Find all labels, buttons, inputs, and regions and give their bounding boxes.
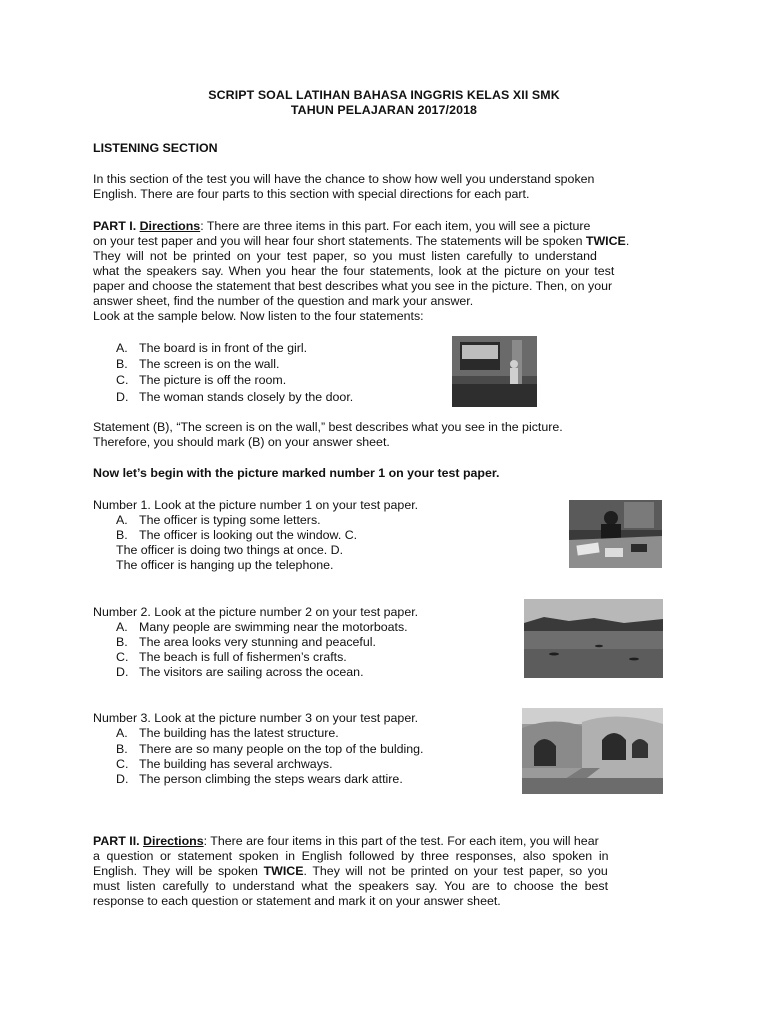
q2-option-d <box>116 665 364 680</box>
part2-line-5: response to each question or statement and mark it on your answer sheet. <box>93 894 501 908</box>
option-letter: D. <box>116 665 129 679</box>
part1-line-6: answer sheet, find the number of the question and mark your answer. <box>93 294 474 308</box>
q2-option-b <box>116 635 376 650</box>
option-text: The picture is off the room. <box>139 373 287 387</box>
sample-option-c <box>116 373 286 388</box>
part1-line-5: paper and choose the statement that best describes what you see in the picture. Then, on your <box>93 279 613 293</box>
document-title: SCRIPT SOAL LATIHAN BAHASA INGGRIS KELAS XII SMK <box>208 88 560 102</box>
document-year: TAHUN PELAJARAN 2017/2018 <box>290 103 478 117</box>
option-letter: B. <box>116 742 128 756</box>
part2-twice: TWICE <box>263 864 304 878</box>
option-letter: A. <box>116 513 128 527</box>
q2-picture <box>524 599 663 678</box>
option-letter: B. <box>116 528 128 542</box>
part1-text-2: on your test paper and you will hear four short statements. The statements will be spoken <box>93 234 586 248</box>
q1-option-d: The officer is hanging up the telephone. <box>116 558 334 572</box>
part2-text-3b: . They will not be printed on your test paper, so you <box>303 864 608 878</box>
q3-option-d <box>116 772 403 787</box>
option-letter: C. <box>116 650 129 664</box>
part2-text-3a: English. They will be spoken <box>93 864 264 878</box>
option-letter: B. <box>116 635 128 649</box>
q3-option-b <box>116 742 424 757</box>
q1-option-a <box>116 513 321 528</box>
intro-line-1: In this section of the test you will have the chance to show how well you understand spoken <box>93 172 595 186</box>
option-text: The officer is looking out the window. C. <box>139 528 358 542</box>
option-text: The board is in front of the girl. <box>139 341 308 355</box>
q1-option-b <box>116 528 357 543</box>
statement-line-2: Therefore, you should mark (B) on your answer sheet. <box>93 435 390 449</box>
option-text: The beach is full of fishermen’s crafts. <box>139 650 347 664</box>
q3-option-a <box>116 726 339 741</box>
part2-line-4: must listen carefully to understand what the speakers say. You are to choose the best <box>93 879 609 893</box>
option-letter: A. <box>116 620 128 634</box>
sample-option-d <box>116 390 353 405</box>
part1-text-1: : There are three items in this part. For each item, you will see a picture <box>200 219 591 233</box>
option-text: The building has the latest structure. <box>139 726 339 740</box>
option-text: The screen is on the wall. <box>139 357 280 371</box>
option-letter: C. <box>116 757 129 771</box>
q1-option-c: The officer is doing two things at once. D. <box>116 543 344 557</box>
part2-line-3 <box>93 864 608 879</box>
part1-period: . <box>625 234 630 248</box>
part2-line-2: a question or statement spoken in English followed by three responses, also spoken in <box>93 849 609 863</box>
q1-prompt: Number 1. Look at the picture number 1 on your test paper. <box>93 498 419 512</box>
part1-label: PART I. <box>93 219 137 233</box>
option-text: Many people are swimming near the motorboats. <box>139 620 408 634</box>
part1-line-3: They will not be printed on your test paper, so you must listen carefully to understand <box>93 249 597 263</box>
option-text: There are so many people on the top of the bulding. <box>139 742 424 756</box>
option-letter: C. <box>116 373 129 387</box>
q1-picture <box>569 500 662 568</box>
option-letter: A. <box>116 726 128 740</box>
sample-option-b <box>116 357 280 372</box>
option-text: The area looks very stunning and peaceful. <box>139 635 376 649</box>
part2-label: PART II. <box>93 834 140 848</box>
option-text: The visitors are sailing across the ocean. <box>139 665 364 679</box>
listening-heading: LISTENING SECTION <box>93 141 218 155</box>
part1-line-4: what the speakers say. When you hear the four statements, look at the picture on your test <box>93 264 615 278</box>
q3-picture <box>522 708 663 794</box>
option-letter: B. <box>116 357 128 371</box>
part2-line-1 <box>93 834 599 849</box>
begin-instruction: Now let’s begin with the picture marked number 1 on your test paper. <box>93 466 500 480</box>
option-text: The officer is typing some letters. <box>139 513 321 527</box>
statement-line-1: Statement (B), “The screen is on the wall,” best describes what you see in the picture. <box>93 420 563 434</box>
q2-prompt: Number 2. Look at the picture number 2 on your test paper. <box>93 605 419 619</box>
option-letter: A. <box>116 341 128 355</box>
option-text: The person climbing the steps wears dark attire. <box>139 772 403 786</box>
option-letter: D. <box>116 390 129 404</box>
intro-line-2: English. There are four parts to this section with special directions for each part. <box>93 187 530 201</box>
sample-intro: Look at the sample below. Now listen to the four statements: <box>93 309 424 323</box>
sample-option-a <box>116 341 307 356</box>
option-text: The building has several archways. <box>139 757 333 771</box>
part1-line-1 <box>93 219 679 234</box>
q2-option-c <box>116 650 347 665</box>
part1-twice: TWICE <box>585 234 626 248</box>
sample-picture <box>452 336 537 407</box>
option-text: The woman stands closely by the door. <box>139 390 354 404</box>
part2-text-1: : There are four items in this part of the test. For each item, you will hear <box>203 834 599 848</box>
part2-directions: Directions <box>143 834 204 848</box>
q3-prompt: Number 3. Look at the picture number 3 on your test paper. <box>93 711 419 725</box>
q2-option-a <box>116 620 408 635</box>
option-letter: D. <box>116 772 129 786</box>
q3-option-c <box>116 757 333 772</box>
part1-line-2 <box>93 234 629 249</box>
part1-directions: Directions <box>139 219 201 233</box>
